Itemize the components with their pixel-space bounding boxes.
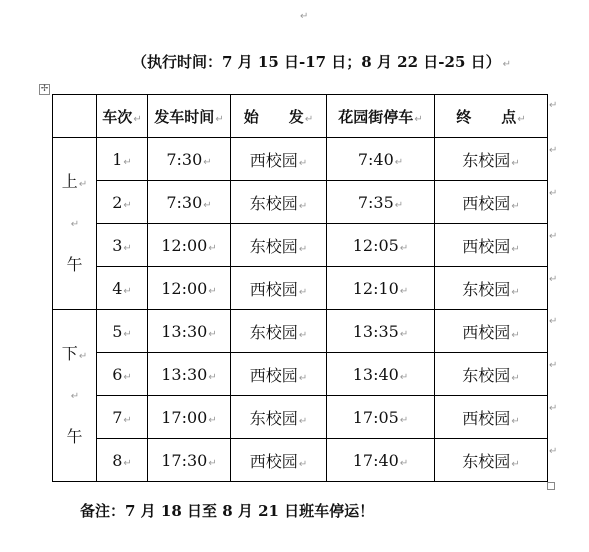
row-end-mark: ↵ xyxy=(549,274,558,285)
cell-from: 西校园↵ xyxy=(231,353,327,396)
paragraph-mark: ↵ xyxy=(511,243,520,255)
paragraph-mark: ↵ xyxy=(208,457,217,469)
paragraph-mark: ↵ xyxy=(123,328,132,340)
paragraph-mark: ↵ xyxy=(123,414,132,426)
paragraph-mark: ↵ xyxy=(511,200,520,212)
row-end-mark: ↵ xyxy=(549,188,558,199)
cell-stop: 13:40↵ xyxy=(327,353,435,396)
paragraph-mark: ↵ xyxy=(298,157,308,169)
row-end-mark: ↵ xyxy=(549,403,558,414)
paragraph-mark: ↵ xyxy=(298,329,308,341)
cell-to: 西校园↵ xyxy=(435,310,548,353)
title-text: （执行时间：7 月 15 日-17 日；8 月 22 日-25 日） xyxy=(132,53,501,71)
header-empty-cell xyxy=(53,95,97,138)
paragraph-mark: ↵ xyxy=(399,242,409,254)
table-row xyxy=(53,181,548,224)
row-end-mark: ↵ xyxy=(549,360,558,371)
cell-time: 7:30↵ xyxy=(148,181,231,224)
table-resize-handle[interactable] xyxy=(547,482,555,490)
paragraph-mark: ↵ xyxy=(298,458,308,470)
row-end-mark: ↵ xyxy=(549,231,558,242)
paragraph-mark: ↵ xyxy=(399,285,409,297)
cell-stop: 13:35↵ xyxy=(327,310,435,353)
period-char: 上 xyxy=(61,172,78,191)
cell-stop: 12:05↵ xyxy=(327,224,435,267)
cell-to: 东校园↵ xyxy=(435,439,548,482)
paragraph-mark: ↵ xyxy=(208,414,217,426)
cell-stop: 12:10↵ xyxy=(327,267,435,310)
cell-from: 西校园↵ xyxy=(231,138,327,181)
paragraph-mark: ↵ xyxy=(399,371,409,383)
paragraph-mark: ↵ xyxy=(208,242,217,254)
table-row xyxy=(53,353,548,396)
paragraph-mark: ↵ xyxy=(123,285,132,297)
paragraph-mark: ↵ xyxy=(300,11,309,22)
cell-no: 6↵ xyxy=(97,353,148,396)
period-char: 午 xyxy=(66,427,83,446)
cell-from: 东校园↵ xyxy=(231,224,327,267)
paragraph-mark: ↵ xyxy=(394,199,404,211)
header-cell: 发车时间↵ xyxy=(148,95,231,138)
paragraph-mark: ↵ xyxy=(394,156,404,168)
cell-from: 东校园↵ xyxy=(231,181,327,224)
schedule-title xyxy=(132,52,511,75)
cell-from: 西校园↵ xyxy=(231,439,327,482)
row-end-mark: ↵ xyxy=(549,100,558,111)
cell-from: 东校园↵ xyxy=(231,396,327,439)
table-row xyxy=(53,138,548,181)
paragraph-mark: ↵ xyxy=(123,371,132,383)
paragraph-mark: ↵ xyxy=(502,59,511,70)
paragraph-mark: ↵ xyxy=(208,285,217,297)
cell-to: 西校园↵ xyxy=(435,181,548,224)
paragraph-mark: ↵ xyxy=(70,391,80,402)
bus-schedule-table xyxy=(52,94,548,482)
paragraph-mark: ↵ xyxy=(511,458,520,470)
cell-to: 东校园↵ xyxy=(435,138,548,181)
row-end-mark: ↵ xyxy=(549,316,558,327)
cell-to: 西校园↵ xyxy=(435,224,548,267)
paragraph-mark: ↵ xyxy=(123,457,132,469)
paragraph-mark: ↵ xyxy=(70,219,80,230)
paragraph-mark: ↵ xyxy=(123,199,132,211)
cell-time: 12:00↵ xyxy=(148,224,231,267)
cell-from: 西校园↵ xyxy=(231,267,327,310)
cell-time: 13:30↵ xyxy=(148,353,231,396)
paragraph-mark: ↵ xyxy=(203,199,212,211)
cell-no: 8↵ xyxy=(97,439,148,482)
cell-stop: 17:40↵ xyxy=(327,439,435,482)
period-cell xyxy=(53,310,97,482)
paragraph-mark: ↵ xyxy=(399,328,409,340)
header-cell: 终 点↵ xyxy=(435,95,548,138)
table-row xyxy=(53,396,548,439)
row-end-mark: ↵ xyxy=(549,446,558,457)
paragraph-mark: ↵ xyxy=(511,372,520,384)
cell-time: 17:30↵ xyxy=(148,439,231,482)
header-cell: 始 发↵ xyxy=(231,95,327,138)
header-cell: 花园街停车↵ xyxy=(327,95,435,138)
table-row xyxy=(53,267,548,310)
table-row xyxy=(53,224,548,267)
cell-to: 东校园↵ xyxy=(435,353,548,396)
footnote xyxy=(80,500,374,521)
paragraph-mark: ↵ xyxy=(123,156,132,168)
footnote-text: 备注：7 月 18 日至 8 月 21 日班车停运！ xyxy=(80,502,375,520)
header-cell: 车次↵ xyxy=(97,95,148,138)
paragraph-mark: ↵ xyxy=(511,157,520,169)
paragraph-mark: ↵ xyxy=(123,242,132,254)
cell-to: 西校园↵ xyxy=(435,396,548,439)
cell-no: 4↵ xyxy=(97,267,148,310)
paragraph-mark: ↵ xyxy=(78,179,88,190)
paragraph-mark: ↵ xyxy=(399,414,409,426)
period-char: 午 xyxy=(66,255,83,274)
row-end-mark: ↵ xyxy=(549,145,558,156)
paragraph-mark: ↵ xyxy=(298,243,308,255)
period-cell xyxy=(53,138,97,310)
cell-no: 2↵ xyxy=(97,181,148,224)
paragraph-mark: ↵ xyxy=(511,329,520,341)
cell-time: 7:30↵ xyxy=(148,138,231,181)
paragraph-mark: ↵ xyxy=(511,415,520,427)
cell-no: 5↵ xyxy=(97,310,148,353)
paragraph-mark: ↵ xyxy=(203,156,212,168)
period-char: 下 xyxy=(61,344,78,363)
cell-time: 13:30↵ xyxy=(148,310,231,353)
cell-stop: 17:05↵ xyxy=(327,396,435,439)
cell-to: 东校园↵ xyxy=(435,267,548,310)
cell-time: 12:00↵ xyxy=(148,267,231,310)
cell-stop: 7:35↵ xyxy=(327,181,435,224)
table-header-row xyxy=(53,95,548,138)
paragraph-mark: ↵ xyxy=(208,328,217,340)
paragraph-mark: ↵ xyxy=(399,457,409,469)
cell-no: 1↵ xyxy=(97,138,148,181)
paragraph-mark: ↵ xyxy=(511,286,520,298)
paragraph-mark: ↵ xyxy=(298,286,308,298)
table-row xyxy=(53,439,548,482)
cell-time: 17:00↵ xyxy=(148,396,231,439)
table-row xyxy=(53,310,548,353)
paragraph-mark: ↵ xyxy=(298,200,308,212)
paragraph-mark: ↵ xyxy=(208,371,217,383)
paragraph-mark: ↵ xyxy=(78,351,88,362)
paragraph-mark: ↵ xyxy=(298,415,308,427)
cell-stop: 7:40↵ xyxy=(327,138,435,181)
paragraph-mark: ↵ xyxy=(298,372,308,384)
table-move-handle-icon[interactable]: ✢ xyxy=(40,84,49,94)
cell-no: 7↵ xyxy=(97,396,148,439)
cell-from: 东校园↵ xyxy=(231,310,327,353)
cell-no: 3↵ xyxy=(97,224,148,267)
